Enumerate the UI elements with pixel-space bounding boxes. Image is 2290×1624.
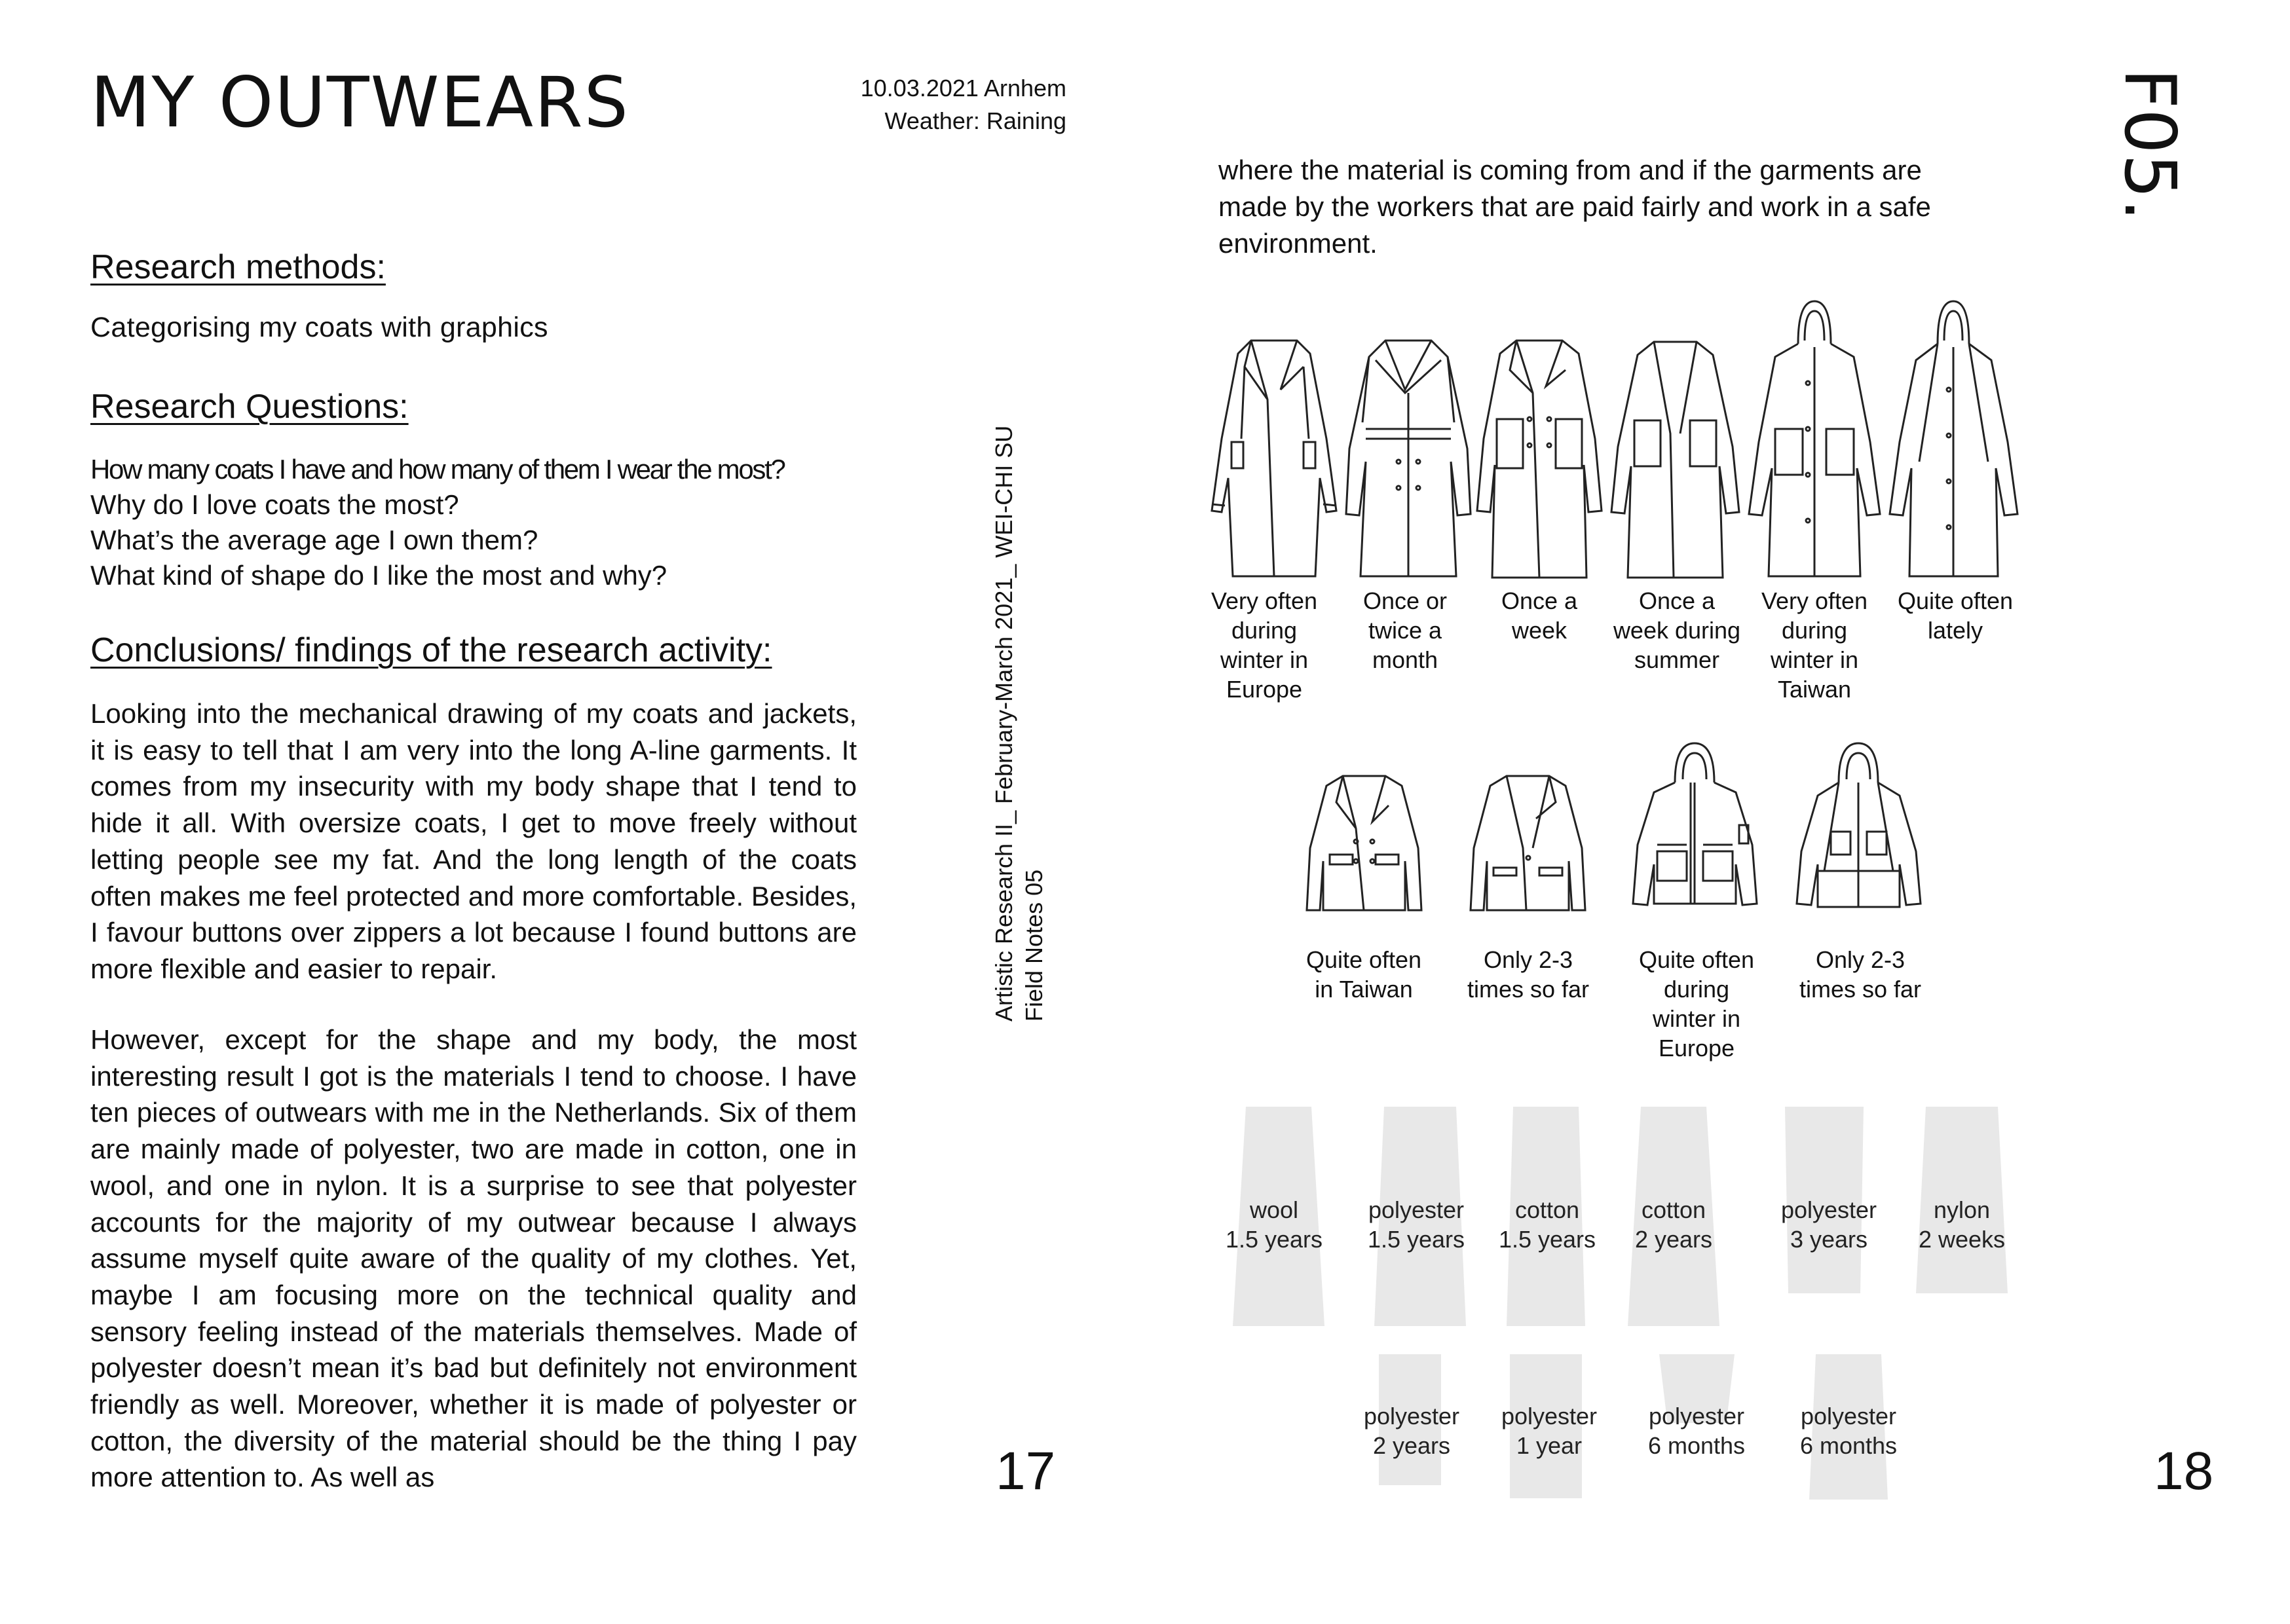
ownership-age: 2 weeks: [1918, 1226, 2006, 1253]
wear-frequency-label: [1769, 945, 1952, 1004]
wear-frequency-line: Only 2-3: [1483, 946, 1573, 973]
material-age-label: [1890, 1195, 2034, 1254]
ownership-age: 3 years: [1790, 1226, 1868, 1253]
wear-frequency-line: Quite often: [1305, 946, 1422, 973]
wear-frequency-line: in Taiwan: [1315, 976, 1413, 1003]
wear-frequency-line: Once a: [1638, 587, 1716, 614]
wear-frequency-line: Very often: [1761, 587, 1868, 614]
research-questions-heading: Research Questions:: [90, 388, 409, 426]
question-item: What’s the average age I own them?: [90, 525, 538, 555]
ownership-age: 1.5 years: [1367, 1226, 1465, 1253]
wear-frequency-line: Only 2-3: [1815, 946, 1905, 973]
section-code: [2042, 68, 2190, 221]
wear-frequency-line: month: [1372, 646, 1438, 673]
wear-frequency-line: Quite often: [1638, 946, 1755, 973]
material-age-label: [1344, 1195, 1488, 1254]
date-place: 10.03.2021 Arnhem: [860, 75, 1066, 101]
material-name: polyester: [1501, 1403, 1598, 1430]
wear-frequency-line: Once a: [1501, 587, 1578, 614]
conclusions-paragraph-2: However, except for the shape and my body, the most interesting result I got is the materials I tend to choose. I have ten pieces of outwears with me in the Netherlands. Six of them are mainly made of polyester, two are made in cotton, one in wool, and one in nylon. It is a surprise to see that polyester accounts for the majority of my outwear because I always assume myself quite aware of the quality of my clothes. Yet, maybe I am focusing more on the technical quality and sensory feeling instead of the materials themselves. Made of polyester doesn’t mean it’s bad but definitely not environment friendly as well. Moreover, whether it is made of polyester or cotton, the diversity of the material should be the thing I pay more attention to. As well as: [90, 1024, 857, 1493]
material-name: polyester: [1780, 1196, 1877, 1223]
material-name: wool: [1249, 1196, 1299, 1223]
material-age-label: [1340, 1401, 1484, 1460]
ownership-age: 2 years: [1372, 1432, 1451, 1459]
material-age-label: [1624, 1401, 1769, 1460]
wear-frequency-label: [1864, 586, 2047, 645]
material-age-label: [1475, 1195, 1619, 1254]
field-notes-number: Field Notes 05: [1021, 869, 1047, 1022]
material-age-label: [1776, 1401, 1921, 1460]
continuation-text: where the material is coming from and if the garments are made by the workers that are paid fairly and work in a safe environment.: [1218, 155, 1931, 259]
material-age-label: [1477, 1401, 1621, 1460]
section-code-text: F05.: [2109, 68, 2190, 221]
wear-frequency-line: winter in: [1770, 646, 1859, 673]
ownership-age: 1.5 years: [1498, 1226, 1596, 1253]
wear-frequency-line: Very often: [1211, 587, 1318, 614]
research-questions-list: [90, 452, 785, 593]
wear-frequency-line: week: [1511, 617, 1567, 644]
material-age-label: [1757, 1195, 1901, 1254]
weather: Weather: Raining: [884, 107, 1066, 134]
wear-frequency-label: [1436, 945, 1620, 1004]
material-name: polyester: [1648, 1403, 1745, 1430]
material-name: cotton: [1641, 1196, 1706, 1223]
material-age-label: [1602, 1195, 1746, 1254]
shawl-collar-coat-icon: [1608, 335, 1742, 583]
ownership-age: 6 months: [1799, 1432, 1898, 1459]
material-name: polyester: [1368, 1196, 1465, 1223]
wear-frequency-line: during: [1663, 976, 1730, 1003]
double-breasted-coat-icon: [1474, 334, 1605, 583]
material-name: cotton: [1514, 1196, 1580, 1223]
page-title: MY OUTWEARS: [90, 62, 629, 143]
wear-frequency-line: during: [1781, 617, 1848, 644]
wear-frequency-line: lately: [1927, 617, 1983, 644]
field-notes-credit: [989, 367, 1049, 1022]
material-name: polyester: [1800, 1403, 1897, 1430]
ownership-age: 1.5 years: [1225, 1226, 1323, 1253]
material-age-label: [1202, 1195, 1346, 1254]
conclusions-paragraph-1: Looking into the mechanical drawing of my coats and jackets, it is easy to tell that I am very into the long A-line garments. It comes from my insecurity with my body shape that I tend to hide it all. With oversize coats, I get to move freely without letting people see my fat. And the long length of the coats often makes me feel protected and more comfortable. Besides, I favour buttons over zippers a lot because I found buttons are more flexible and easier to repair.: [90, 698, 857, 984]
wear-frequency-line: during: [1231, 617, 1298, 644]
wear-frequency-line: times so far: [1467, 976, 1590, 1003]
trench-coat-icon: [1340, 331, 1477, 583]
hooded-parka-icon: [1628, 740, 1762, 917]
material-name: polyester: [1363, 1403, 1460, 1430]
wear-frequency-line: Europe: [1226, 676, 1303, 703]
double-breasted-blazer-icon: [1300, 769, 1428, 917]
wear-frequency-line: Taiwan: [1777, 676, 1852, 703]
wear-frequency-line: week during: [1613, 617, 1741, 644]
ownership-age: 2 years: [1634, 1226, 1713, 1253]
course-credit: Artistic Research II_ February-March 2021_ WEI-CHI SU: [990, 425, 1017, 1022]
long-coat-icon: [1205, 327, 1343, 583]
wear-frequency-label: [1272, 945, 1455, 1004]
research-methods-text: Categorising my coats with graphics: [90, 312, 548, 343]
research-methods-heading: Research methods:: [90, 248, 386, 286]
wear-frequency-line: times so far: [1799, 976, 1922, 1003]
ownership-age: 1 year: [1516, 1432, 1583, 1459]
wear-frequency-line: summer: [1634, 646, 1719, 673]
page-number-left: 17: [996, 1441, 1056, 1501]
question-item: What kind of shape do I like the most and why?: [90, 560, 667, 591]
question-item: Why do I love coats the most?: [90, 489, 459, 520]
material-name: nylon: [1933, 1196, 1991, 1223]
wear-frequency-label: [1605, 945, 1788, 1063]
wear-frequency-line: twice a: [1368, 617, 1442, 644]
hooded-raglan-coat-icon: [1886, 298, 2021, 583]
wear-frequency-line: Once or: [1362, 587, 1448, 614]
wear-frequency-line: Europe: [1658, 1035, 1735, 1061]
wear-frequency-line: winter in: [1652, 1005, 1741, 1032]
wear-frequency-line: winter in: [1220, 646, 1309, 673]
conclusions-heading: Conclusions/ findings of the research activity:: [90, 631, 772, 669]
page-number-right: 18: [2154, 1441, 2214, 1501]
question-item: How many coats I have and how many of them I wear the most?: [90, 454, 785, 485]
wear-frequency-line: Quite often: [1897, 587, 2014, 614]
single-breasted-blazer-icon: [1464, 769, 1592, 917]
hooded-anorak-icon: [1792, 740, 1926, 917]
date-weather: [753, 72, 1066, 138]
ownership-age: 6 months: [1647, 1432, 1746, 1459]
hooded-long-coat-icon: [1746, 298, 1883, 583]
